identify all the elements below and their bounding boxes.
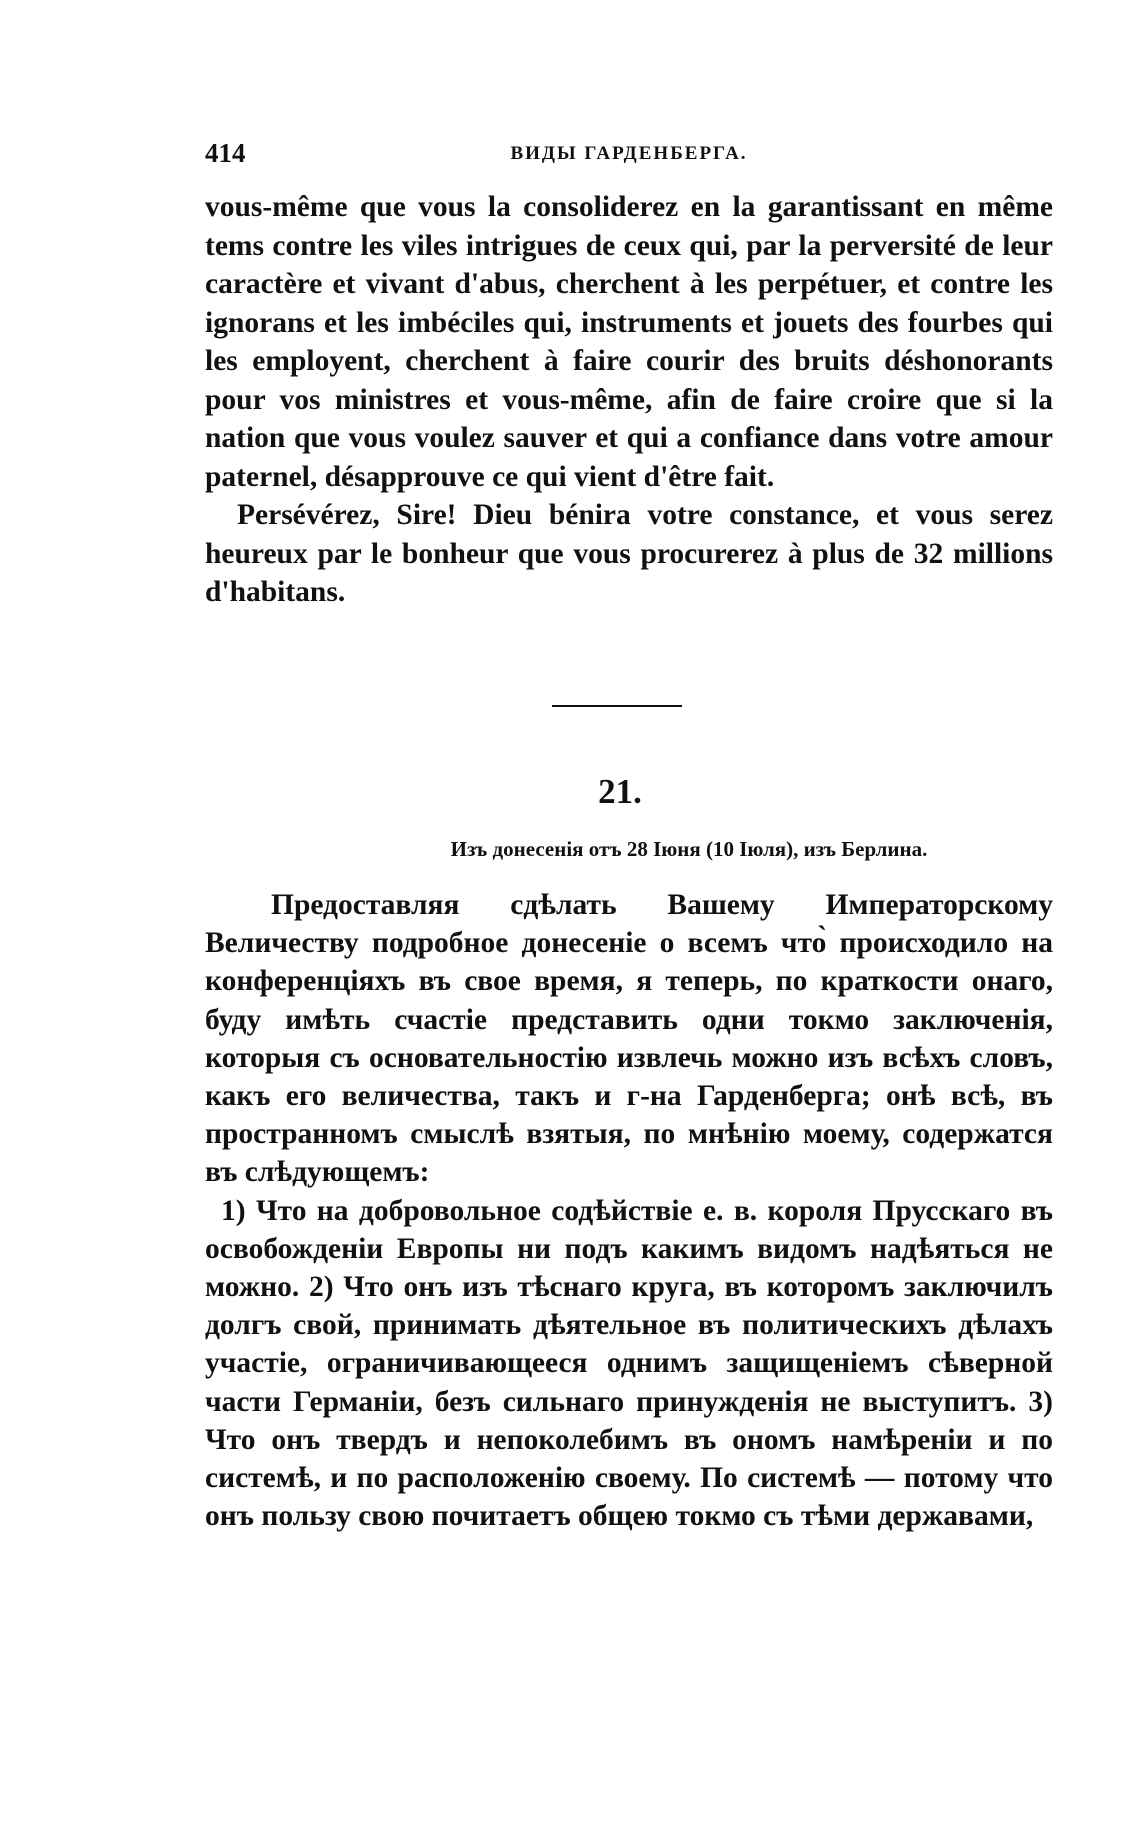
french-paragraph: Persévérez, Sire! Dieu bénira votre constance, et vous serez heureux par le bonheur que vous procurerez à plus de 32 millions d'habitans.: [205, 499, 1053, 608]
french-letter-text: [205, 188, 1053, 612]
russian-report-text: [205, 886, 1053, 1535]
page-header: [205, 138, 1053, 178]
russian-paragraph: 1) Что на добровольное содѣйствіе е. в. короля Прусскаго въ освобожденіи Европы ни подъ какимъ видомъ надѣяться не можно. 2) Что онъ изъ тѣснаго круга, въ которомъ заключилъ долгъ свой, принимать дѣятельное въ политическихъ дѣлахъ участіе, ограничивающееся однимъ защищеніемъ сѣверной части Германіи, безъ сильнаго принужденія не выступитъ. 3) Что онъ твердъ и непоколебимъ въ ономъ намѣреніи и по системѣ, и по расположенію своему. По системѣ — потому что онъ пользу свою почитаетъ общею токмо съ тѣми державами,: [205, 1194, 1053, 1533]
section-number: 21.: [598, 772, 642, 811]
page-number: 414: [205, 138, 246, 168]
french-paragraph: vous-même que vous la consoliderez en la garantissant en même tems contre les viles intrigues de ceux qui, par la perversité de leur caractère et vivant d'abus, cherchent à les perpétuer, et contre les ignorans et les imbéciles qui, instruments et jouets des fourbes qui les employent, cherchent à faire courir des bruits déshonorants pour vos ministres et vous-même, afin de faire croire que si la nation que vous voulez sauver et qui a confiance dans votre amour paternel, désapprouve ce qui vient d'être fait.: [205, 191, 1053, 493]
section-divider: [552, 705, 682, 707]
russian-paragraph: Предоставляя сдѣлать Вашему Императорскому Величеству подробное донесеніе о всемъ что̀ происходило на конференціяхъ въ свое время, я теперь, по краткости онаго, буду имѣть счастіе представить одни токмо заключенія, которыя съ основательностію извлечь можно изъ всѣхъ словъ, какъ его величества, такъ и г-на Гарденберга; онѣ всѣ, въ пространномъ смыслѣ взятыя, по мнѣнію моему, содержатся въ слѣдующемъ:: [205, 889, 1053, 1189]
section-source-line: Изъ донесенія отъ 28 Іюня (10 Іюля), изъ Берлина.: [450, 837, 928, 861]
running-head: ВИДЫ ГАРДЕНБЕРГА.: [510, 143, 748, 164]
